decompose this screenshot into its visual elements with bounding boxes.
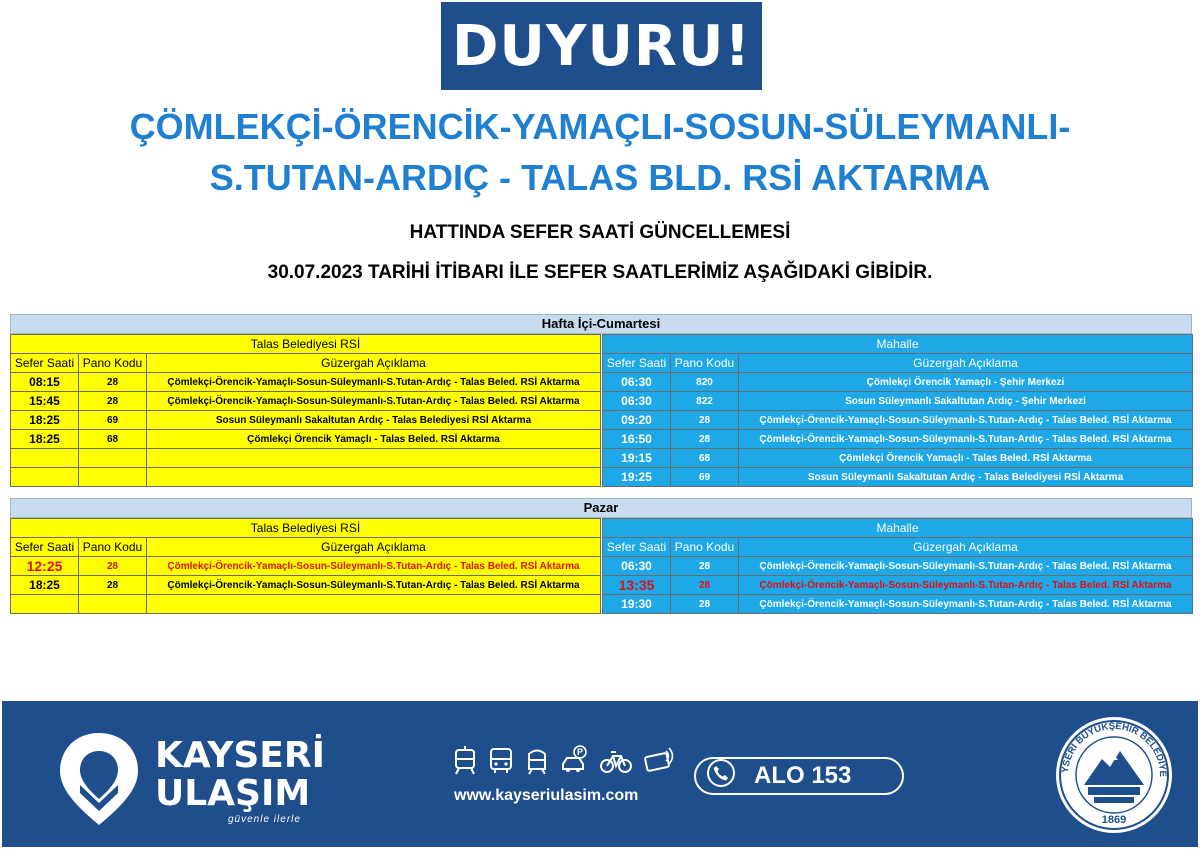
brand-logo-text (155, 737, 325, 813)
table-row (603, 449, 1193, 468)
table-row (603, 411, 1193, 430)
sunday-schedule (10, 498, 1192, 620)
route-description: Çömlekçi-Örencik-Yamaçlı-Sosun-Süleymanlı-S.Tutan-Ardıç - Talas Beled. RSİ Aktarma (147, 557, 601, 576)
route-description: Çömlekçi Örencik Yamaçlı - Talas Beled. RSİ Aktarma (147, 430, 601, 449)
table-row (11, 430, 601, 449)
parking-car-icon (560, 745, 590, 780)
table-row (11, 557, 601, 576)
departure-time (11, 595, 79, 614)
bicycle-icon (600, 745, 632, 780)
table-row (11, 576, 601, 595)
route-description: Çömlekçi-Örencik-Yamaçlı-Sosun-Süleymanlı-S.Tutan-Ardıç - Talas Beled. RSİ Aktarma (147, 373, 601, 392)
route-description: Çömlekçi-Örencik-Yamaçlı-Sosun-Süleymanlı-S.Tutan-Ardıç - Talas Beled. RSİ Aktarma (147, 392, 601, 411)
route-description: Çömlekçi-Örencik-Yamaçlı-Sosun-Süleymanlı-S.Tutan-Ardıç - Talas Beled. RSİ Aktarma (739, 576, 1193, 595)
route-title-line1: ÇÖMLEKÇİ-ÖRENCİK-YAMAÇLI-SOSUN-SÜLEYMANLI- (129, 106, 1071, 147)
card-payment-icon (642, 745, 674, 780)
departure-time: 15:45 (11, 392, 79, 411)
weekday-left-table (10, 334, 601, 487)
departure-time: 06:30 (603, 392, 671, 411)
board-code: 28 (671, 557, 739, 576)
route-column-header: Güzergah Açıklama (147, 538, 601, 557)
update-subtitle: HATTINDA SEFER SAATİ GÜNCELLEMESİ (409, 222, 791, 243)
board-code (79, 449, 147, 468)
time-column-header: Sefer Saati (11, 538, 79, 557)
board-code: 820 (671, 373, 739, 392)
bus-icon (488, 745, 514, 780)
board-code: 822 (671, 392, 739, 411)
route-description (147, 468, 601, 487)
table-row (603, 576, 1193, 595)
footer-bar (2, 701, 1198, 847)
departure-time: 18:25 (11, 411, 79, 430)
code-column-header: Pano Kodu (671, 538, 739, 557)
departure-time: 19:15 (603, 449, 671, 468)
board-code: 69 (671, 468, 739, 487)
sunday-right-table (602, 518, 1193, 614)
seal-text: YSERİ BÜYÜKŞEHİR BELEDİYE (1059, 720, 1169, 778)
rail-icon (524, 745, 550, 780)
route-column-header: Güzergah Açıklama (147, 354, 601, 373)
weekday-schedule (10, 314, 1192, 489)
time-column-header: Sefer Saati (603, 354, 671, 373)
route-description: Çömlekçi-Örencik-Yamaçlı-Sosun-Süleymanlı-S.Tutan-Ardıç - Talas Beled. RSİ Aktarma (739, 430, 1193, 449)
weekday-tables (10, 334, 1192, 489)
code-column-header: Pano Kodu (671, 354, 739, 373)
hotline-number: ALO 153 (754, 762, 852, 789)
seal-year: 1869 (1101, 814, 1127, 826)
board-code: 28 (79, 373, 147, 392)
route-description: Çömlekçi-Örencik-Yamaçlı-Sosun-Süleymanlı-S.Tutan-Ardıç - Talas Beled. RSİ Aktarma (147, 576, 601, 595)
departure-time: 06:30 (603, 557, 671, 576)
departure-time: 18:25 (11, 576, 79, 595)
effective-date-subtitle: 30.07.2023 TARİHİ İTİBARI İLE SEFER SAATLERİMİZ AŞAĞIDAKİ GİBİDİR. (267, 262, 933, 283)
table-row (603, 373, 1193, 392)
weekday-heading: Hafta İçi-Cumartesi (10, 314, 1192, 334)
departure-time (11, 468, 79, 487)
departure-time: 18:25 (11, 430, 79, 449)
brand-tagline: güvenle ilerle (228, 814, 301, 825)
sunday-heading: Pazar (10, 498, 1192, 518)
departure-time: 16:50 (603, 430, 671, 449)
weekday-right-table (602, 334, 1193, 487)
table-row (11, 449, 601, 468)
tram-icon (452, 745, 478, 780)
board-code: 28 (671, 595, 739, 614)
route-column-header: Güzergah Açıklama (739, 354, 1193, 373)
route-description (147, 449, 601, 468)
left-group-header: Talas Belediyesi RSİ (11, 335, 601, 354)
board-code (79, 595, 147, 614)
route-description: Sosun Süleymanlı Sakaltutan Ardıç - Talas Belediyesi RSİ Aktarma (739, 468, 1193, 487)
svg-text:P: P (577, 747, 584, 757)
location-pin-logo-icon (56, 729, 142, 834)
board-code (79, 468, 147, 487)
code-column-header: Pano Kodu (79, 354, 147, 373)
board-code: 28 (671, 411, 739, 430)
table-row (11, 392, 601, 411)
table-row (603, 392, 1193, 411)
time-column-header: Sefer Saati (11, 354, 79, 373)
route-column-header: Güzergah Açıklama (739, 538, 1193, 557)
hotline-badge[interactable] (694, 757, 904, 795)
brand-line2: ULAŞIM (155, 773, 311, 814)
route-description: Çömlekçi Örencik Yamaçlı - Şehir Merkezi (739, 373, 1193, 392)
website-link[interactable]: www.kayseriulasim.com (454, 787, 639, 804)
table-row (11, 595, 601, 614)
board-code: 68 (79, 430, 147, 449)
board-code: 28 (79, 392, 147, 411)
departure-time (11, 449, 79, 468)
table-row (603, 430, 1193, 449)
departure-time: 19:30 (603, 595, 671, 614)
table-row (603, 557, 1193, 576)
departure-time: 13:35 (603, 576, 671, 595)
municipality-seal-icon (1054, 713, 1174, 842)
right-group-header: Mahalle (603, 519, 1193, 538)
sunday-tables (10, 518, 1192, 620)
left-group-header: Talas Belediyesi RSİ (11, 519, 601, 538)
route-description: Çömlekçi-Örencik-Yamaçlı-Sosun-Süleymanlı-S.Tutan-Ardıç - Talas Beled. RSİ Aktarma (739, 557, 1193, 576)
transport-icons (452, 745, 674, 780)
table-row (11, 468, 601, 487)
brand-line1: KAYSERİ (155, 735, 326, 776)
board-code: 28 (671, 430, 739, 449)
departure-time: 12:25 (11, 557, 79, 576)
table-row (603, 595, 1193, 614)
route-description: Sosun Süleymanlı Sakaltutan Ardıç - Şehir Merkezi (739, 392, 1193, 411)
departure-time: 06:30 (603, 373, 671, 392)
route-title-line2: S.TUTAN-ARDIÇ - TALAS BLD. RSİ AKTARMA (209, 157, 991, 198)
route-description (147, 595, 601, 614)
board-code: 68 (671, 449, 739, 468)
table-row (11, 373, 601, 392)
table-row (603, 468, 1193, 487)
board-code: 28 (79, 557, 147, 576)
time-column-header: Sefer Saati (603, 538, 671, 557)
announcement-banner: DUYURU! (441, 2, 762, 90)
route-description: Çömlekçi Örencik Yamaçlı - Talas Beled. RSİ Aktarma (739, 449, 1193, 468)
route-description: Çömlekçi-Örencik-Yamaçlı-Sosun-Süleymanlı-S.Tutan-Ardıç - Talas Beled. RSİ Aktarma (739, 595, 1193, 614)
departure-time: 09:20 (603, 411, 671, 430)
board-code: 28 (79, 576, 147, 595)
board-code: 28 (671, 576, 739, 595)
departure-time: 08:15 (11, 373, 79, 392)
sunday-left-table (10, 518, 601, 614)
code-column-header: Pano Kodu (79, 538, 147, 557)
board-code: 69 (79, 411, 147, 430)
route-description: Sosun Süleymanlı Sakaltutan Ardıç - Talas Belediyesi RSİ Aktarma (147, 411, 601, 430)
phone-icon (706, 758, 736, 795)
route-description: Çömlekçi-Örencik-Yamaçlı-Sosun-Süleymanlı-S.Tutan-Ardıç - Talas Beled. RSİ Aktarma (739, 411, 1193, 430)
table-row (11, 411, 601, 430)
departure-time: 19:25 (603, 468, 671, 487)
right-group-header: Mahalle (603, 335, 1193, 354)
